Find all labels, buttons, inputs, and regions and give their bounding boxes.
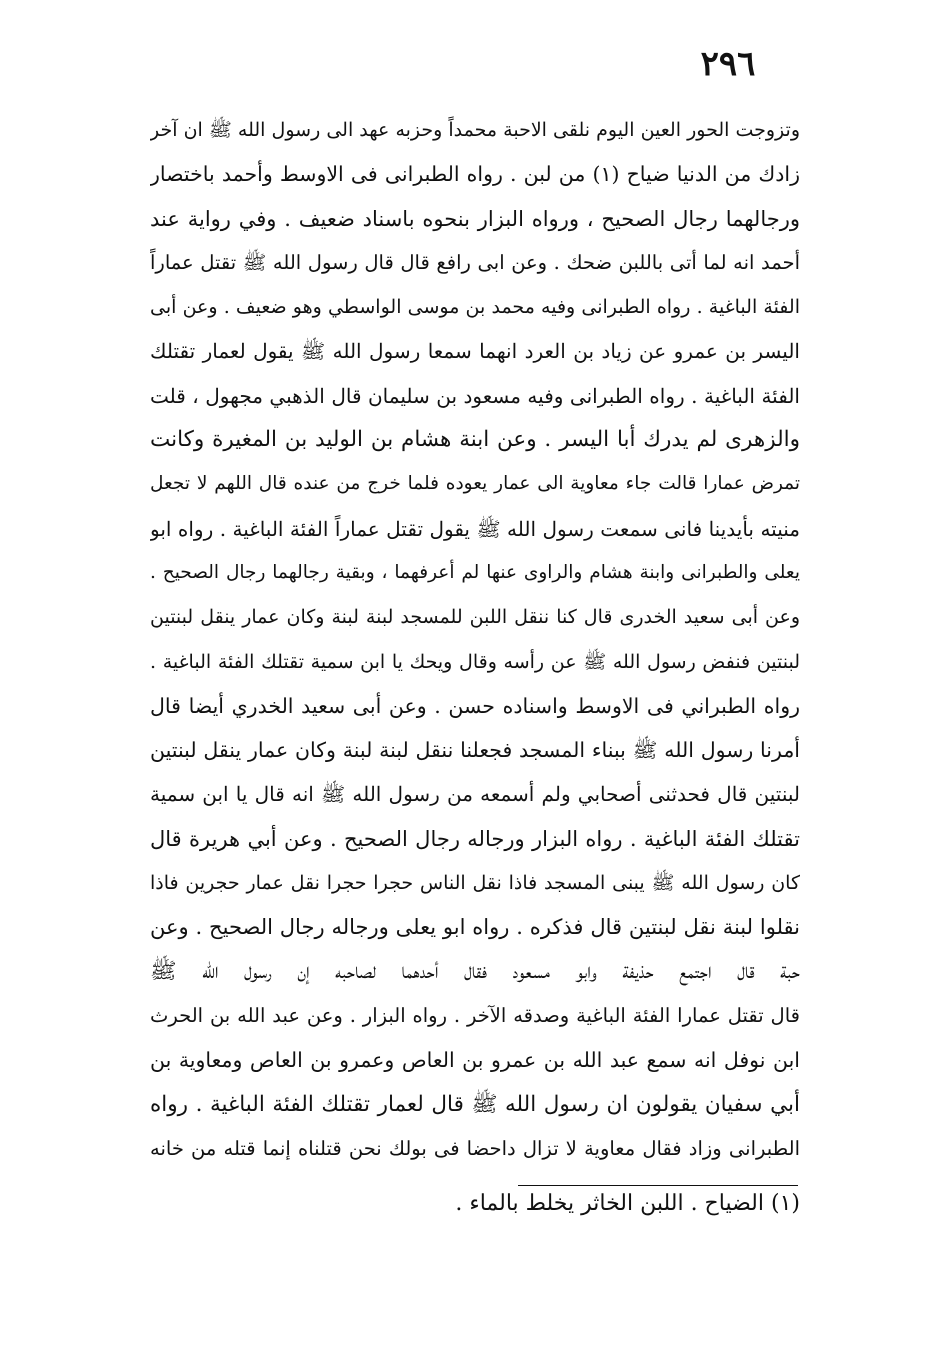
text-line: ورجالهما رجال الصحيح ، ورواه البزار بنحوه باسناد ضعيف . وفي رواية عند <box>150 206 800 231</box>
text-line: وتزوجت الحور العين اليوم نلقى الاحبة محمداً وحزبه عهد الى رسول الله ﷺ ان آخر <box>150 119 800 141</box>
text-line: زادك من الدنيا ضياح (١) من لبن . رواه الطبرانى فى الاوسط وأحمد باختصار <box>150 162 800 187</box>
text-line: الطبرانى وزاد فقال معاوية لا تزال داحضا فى بولك نحن قتلناه إنما قتله من خانه <box>150 1136 800 1160</box>
text-line: نقلوا لبنة نقل لبنتين قال فذكره . رواه ابو يعلى ورجاله رجال الصحيح . وعن <box>150 915 800 940</box>
body-text <box>150 108 800 1171</box>
text-line: حبة قال اجتمع حذيفة وابو مسعود فقال أحدهما لصاحبه إن رسول الله ﷺ <box>150 958 800 984</box>
text-line: قال تقتل عمارا الفئة الباغية وصدقه الآخر . رواه البزار . وعن عبد الله بن الحرث <box>150 1003 800 1027</box>
text-line: منيته بأيدينا فانى سمعت رسول الله ﷺ يقول تقتل عماراً الفئة الباغية . رواه ابو <box>150 516 800 541</box>
text-line: وعن أبى سعيد الخدرى قال كنا ننقل اللبن للمسجد لبنة لبنة وكان عمار ينقل لبنتين <box>150 606 800 629</box>
text-line: رواه الطبراني فى الاوسط واسناده حسن . وعن أبى سعيد الخدري أيضا قال <box>150 693 800 718</box>
text-line: اليسر بن عمرو عن زياد بن العرد انهما سمعا رسول الله ﷺ يقول لعمار تقتلك <box>150 339 800 364</box>
footnote: (١) الضياح . اللبن الخاثر يخلط بالماء . <box>455 1191 800 1216</box>
text-line: تمرض عمارا قالت جاء معاوية الى عمار يعوده فلما خرج من عنده قال اللهم لا تجعل <box>150 473 800 495</box>
text-line: أحمد انه لما أتى باللبن ضحك . وعن ابى رافع قال قال رسول الله ﷺ تقتل عماراً <box>150 250 800 274</box>
text-line: لبنتين فنفض رسول الله ﷺ عن رأسه وقال ويحك يا ابن سمية تقتلك الفئة الباغية . <box>150 650 800 673</box>
text-line: كان رسول الله ﷺ يبنى المسجد فاذا نقل الناس حجرا حجرا نقل عمار حجرين فاذا <box>150 872 800 895</box>
text-line: الفئة الباغية . رواه الطبرانى وفيه محمد بن موسى الواسطي وهو ضعيف . وعن أبى <box>150 296 800 319</box>
text-line: أمرنا رسول الله ﷺ ببناء المسجد فجعلنا ننقل لبنة لبنة وكان عمار ينقل لبنتين <box>150 738 800 763</box>
text-line: تقتلك الفئة الباغية . رواه البزار ورجاله رجال الصحيح . وعن أبي هريرة قال <box>150 826 800 851</box>
footnote-separator <box>518 1185 798 1186</box>
text-line: لبنتين قال فحدثنى أصحابي ولم أسمعه من رسول الله ﷺ انه قال يا ابن سمية <box>150 782 800 807</box>
text-line: يعلى والطبرانى وابنة هشام والراوى عنها لم أعرفهما ، وبقية رجالهما رجال الصحيح . <box>150 561 800 583</box>
text-line: ابن نوفل انه سمع عبد الله بن عمرو بن العاص وعمرو بن العاص ومعاوية بن <box>150 1048 800 1073</box>
text-line: الفئة الباغية . رواه الطبرانى وفيه مسعود بن سليمان قال الذهبي مجهول ، قلت <box>150 383 800 408</box>
page-number: ٢٩٦ <box>700 44 756 84</box>
text-line: والزهرى لم يدرك أبا اليسر . وعن ابنة هشام بن الوليد بن المغيرة وكانت <box>150 427 800 453</box>
text-line: أبي سفيان يقولون ان رسول الله ﷺ قال لعمار تقتلك الفئة الباغية . رواه <box>150 1091 800 1117</box>
